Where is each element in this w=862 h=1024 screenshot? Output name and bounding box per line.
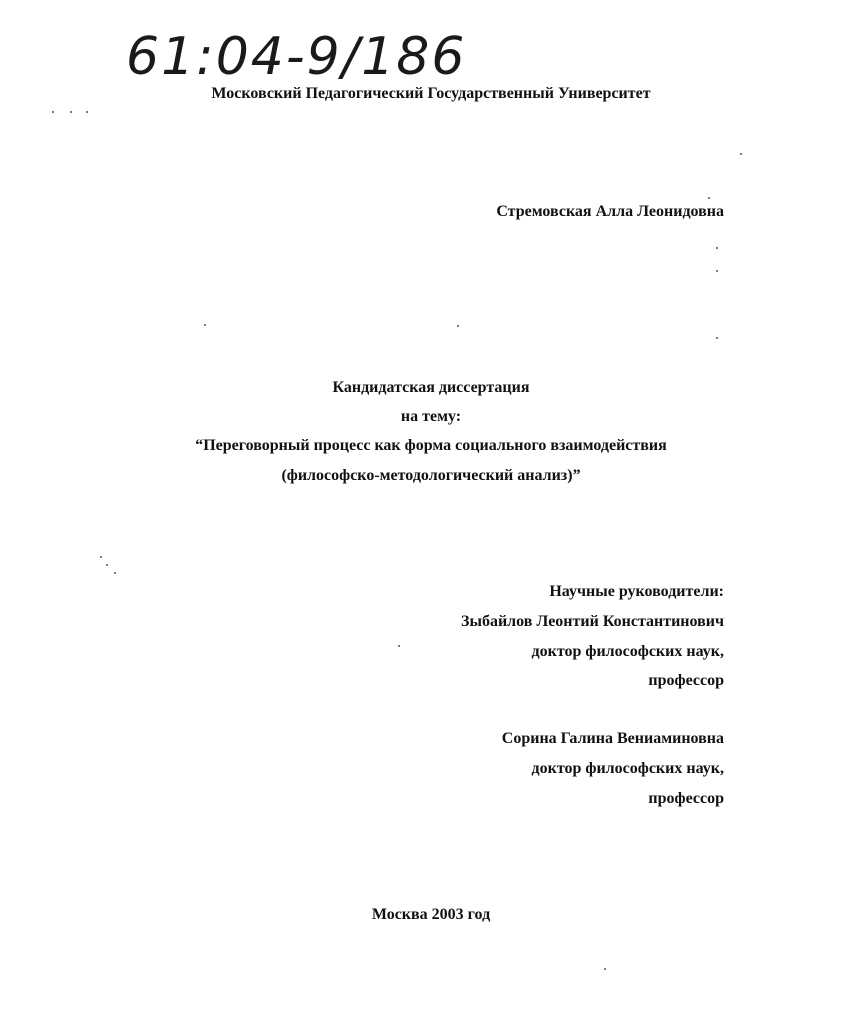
scan-speck [716,270,718,272]
author-name: Стремовская Алла Леонидовна [496,203,724,220]
scan-speck [604,968,606,970]
thesis-title-line-2: (философско-методологический анализ)” [281,467,581,484]
scan-speck [204,324,206,326]
scan-speck [106,564,108,566]
advisor-2-title: профессор [648,790,724,807]
scan-speck [457,325,459,327]
scan-speck [716,247,718,249]
advisors-heading: Научные руководители: [549,583,724,600]
scan-speck [740,153,742,155]
thesis-title-line-1: “Переговорный процесс как форма социального взаимодействия [195,437,667,454]
svg-text:61:04-9/186: 61:04-9/186 [126,27,467,87]
advisor-1-title: профессор [648,672,724,689]
advisor-2-name: Сорина Галина Вениаминовна [501,730,724,747]
city-year: Москва 2003 год [371,906,491,923]
scan-speck [398,645,400,647]
scan-speck [52,111,54,113]
thesis-on-topic: на тему: [400,408,462,425]
advisor-1-degree: доктор философских наук, [531,643,724,660]
scan-speck [70,111,72,113]
advisor-1-name: Зыбайлов Леонтий Константинович [461,613,724,630]
scan-speck [114,572,116,574]
scan-speck [716,337,718,339]
advisor-2-degree: доктор философских наук, [531,760,724,777]
handwritten-archive-code [122,14,467,90]
university-name: Московский Педагогический Государственный Университет [211,85,651,102]
scan-speck [708,197,710,199]
scan-speck [86,111,88,113]
scan-speck [100,556,102,558]
thesis-type: Кандидатская диссертация [332,379,530,396]
